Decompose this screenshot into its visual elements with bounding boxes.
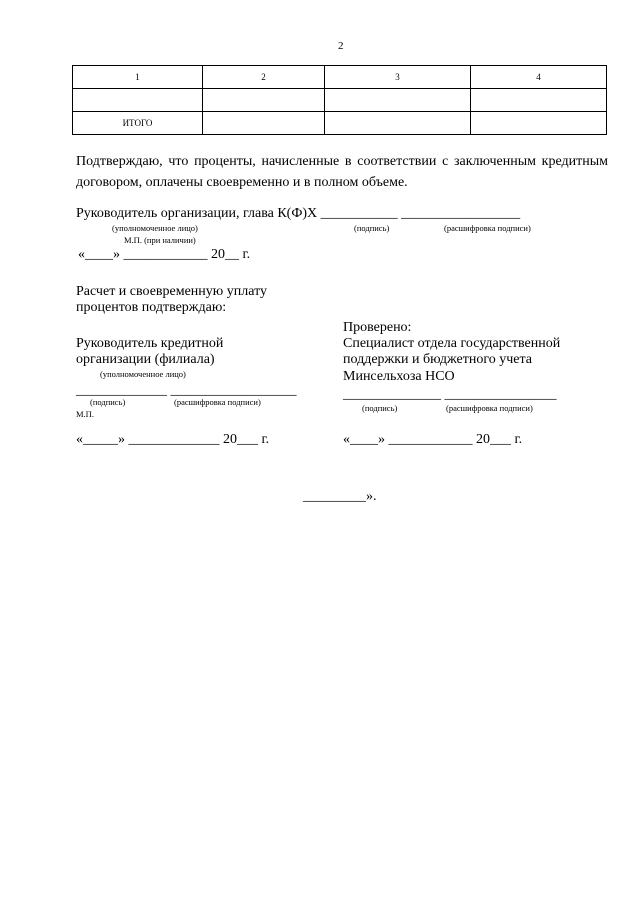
head-title-line: Руководитель организации, глава К(Ф)Х ___________ _________________ xyxy=(76,206,521,221)
bank-sign-lines: _____________ __________________ xyxy=(76,383,297,398)
head-date-line: «____» ____________ 20__ г. xyxy=(78,247,251,262)
head-stamp-caption: М.П. (при наличии) xyxy=(124,235,196,245)
confirm-paragraph: Подтверждаю, что проценты, начисленные в соответствии с заключенным кредитным договором, оплачены своевременно и в полном объеме. xyxy=(76,154,608,190)
table-cell xyxy=(203,112,325,135)
check-line-2: поддержки и бюджетного учета xyxy=(343,352,532,367)
table-header-cell: 3 xyxy=(325,66,471,89)
bank-authorized-caption: (уполномоченное лицо) xyxy=(100,369,186,379)
calc-line-2: процентов подтверждаю: xyxy=(76,300,227,315)
table-cell xyxy=(471,89,607,112)
table-header-row xyxy=(73,66,607,89)
table-header-cell: 1 xyxy=(73,66,203,89)
check-line-3: Минсельхоза НСО xyxy=(343,369,455,384)
table-cell xyxy=(325,89,471,112)
table-cell xyxy=(471,112,607,135)
bank-decryption-caption: (расшифровка подписи) xyxy=(174,397,261,407)
table-header-cell: 2 xyxy=(203,66,325,89)
check-checked-label: Проверено: xyxy=(343,320,412,335)
table-total-row xyxy=(73,112,607,135)
table-header-cell: 4 xyxy=(471,66,607,89)
check-date-line: «____» ____________ 20___ г. xyxy=(343,432,523,447)
table-row xyxy=(73,89,607,112)
check-decryption-caption: (расшифровка подписи) xyxy=(446,403,533,413)
bank-date-line: «_____» _____________ 20___ г. xyxy=(76,432,270,447)
data-table xyxy=(72,65,607,135)
check-signature-caption: (подпись) xyxy=(362,403,398,413)
head-authorized-caption: (уполномоченное лицо) xyxy=(112,223,198,233)
table-cell xyxy=(73,89,203,112)
check-line-1: Специалист отдела государственной xyxy=(343,336,561,351)
calc-line-1: Расчет и своевременную уплату xyxy=(76,284,268,299)
closing-line: _________». xyxy=(303,489,377,504)
bank-stamp-caption: М.П. xyxy=(76,409,94,419)
table-cell xyxy=(203,89,325,112)
check-sign-lines: ______________ ________________ xyxy=(343,387,557,402)
bank-line-2: организации (филиала) xyxy=(76,352,215,367)
page-number: 2 xyxy=(338,40,344,52)
head-decryption-caption: (расшифровка подписи) xyxy=(444,223,531,233)
table-cell-total-label: ИТОГО xyxy=(73,112,203,135)
table-cell xyxy=(325,112,471,135)
head-signature-caption: (подпись) xyxy=(354,223,390,233)
bank-signature-caption: (подпись) xyxy=(90,397,126,407)
bank-line-1: Руководитель кредитной xyxy=(76,336,224,351)
